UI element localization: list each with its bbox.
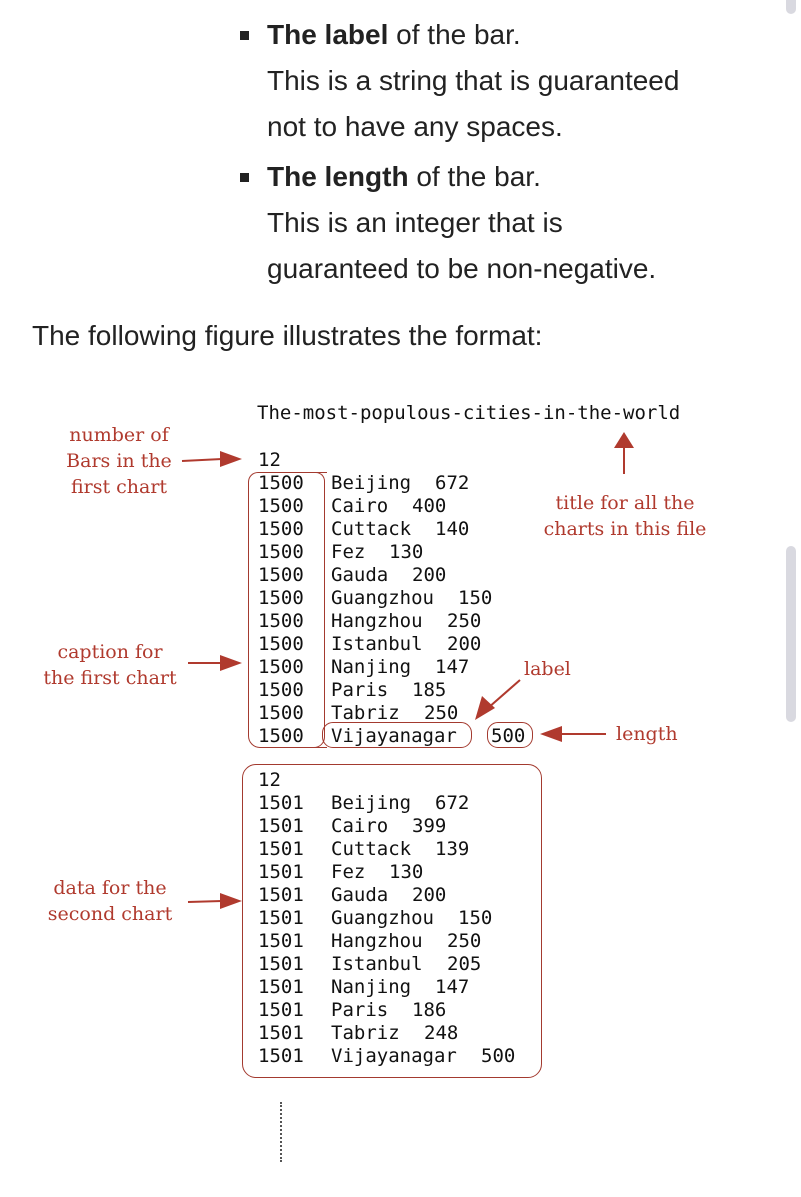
row-label: Beijing <box>331 472 412 494</box>
row-label: Nanjing <box>331 656 412 678</box>
file-title-line: The-most-populous-cities-in-the-world <box>257 402 681 424</box>
row-caption: 1500 <box>258 679 304 701</box>
row-length: 248 <box>424 1022 459 1044</box>
row-caption: 1501 <box>258 1022 304 1044</box>
figure-intro: The following figure illustrates the format: <box>32 320 543 351</box>
bullet-label <box>240 12 760 150</box>
row-caption: 1500 <box>258 587 304 609</box>
row-label: Istanbul <box>331 953 423 975</box>
row-length: 186 <box>412 999 447 1021</box>
row-label: Paris <box>331 679 389 701</box>
row-label: Vijayanagar <box>331 725 457 747</box>
row-length: 150 <box>458 907 493 929</box>
annotation-length: length <box>616 723 678 745</box>
row-label: Gauda <box>331 884 389 906</box>
annotation-label: label <box>524 658 571 680</box>
row-label: Cuttack <box>331 838 412 860</box>
row-label: Tabriz <box>331 1022 400 1044</box>
row-caption: 1500 <box>258 518 304 540</box>
arrow-right-icon <box>188 893 242 909</box>
bullet-length <box>240 154 760 292</box>
bullet-term: The length <box>267 161 409 192</box>
row-length: 205 <box>447 953 482 975</box>
annotation-data-second: data for the second chart <box>47 877 173 925</box>
row-length: 139 <box>435 838 470 860</box>
format-figure <box>0 390 801 1197</box>
row-length: 399 <box>412 815 447 837</box>
row-label: Tabriz <box>331 702 400 724</box>
bullet-list <box>240 12 760 292</box>
arrow-left-icon <box>540 726 606 742</box>
square-bullet-icon <box>240 31 249 40</box>
row-label: Guangzhou <box>331 907 434 929</box>
row-label: Cairo <box>331 815 389 837</box>
row-caption: 1501 <box>258 930 304 952</box>
arrow-up-icon <box>614 432 634 474</box>
bullet-term-rest: of the bar. <box>408 161 541 192</box>
bullet-desc-line: not to have any spaces. <box>267 111 563 142</box>
row-length: 140 <box>435 518 470 540</box>
row-caption: 1500 <box>258 656 304 678</box>
row-label: Gauda <box>331 564 389 586</box>
row-label: Istanbul <box>331 633 423 655</box>
row-label: Fez <box>331 541 366 563</box>
row-caption: 1500 <box>258 472 304 494</box>
bullet-desc-line: This is a string that is guaranteed <box>267 65 680 96</box>
row-caption: 1501 <box>258 838 304 860</box>
row-length: 150 <box>458 587 493 609</box>
row-length: 250 <box>424 702 459 724</box>
row-label: Beijing <box>331 792 412 814</box>
arrow-right-icon <box>188 655 242 671</box>
row-length: 250 <box>447 930 482 952</box>
row-length: 500 <box>481 1045 516 1067</box>
row-caption: 1501 <box>258 999 304 1021</box>
annotation-arrows <box>0 390 801 1197</box>
row-caption: 1500 <box>258 564 304 586</box>
row-length: 200 <box>412 884 447 906</box>
row-caption: 1501 <box>258 976 304 998</box>
row-label: Guangzhou <box>331 587 434 609</box>
bullet-term-rest: of the bar. <box>388 19 521 50</box>
row-length: 250 <box>447 610 482 632</box>
chart1-count: 12 <box>258 449 281 471</box>
row-caption: 1501 <box>258 907 304 929</box>
bullet-term: The label <box>267 19 389 50</box>
row-caption: 1501 <box>258 792 304 814</box>
annotation-caption: caption for the first chart <box>43 641 177 689</box>
row-length: 500 <box>491 725 526 747</box>
row-length: 130 <box>389 541 424 563</box>
row-caption: 1501 <box>258 861 304 883</box>
row-length: 147 <box>435 976 470 998</box>
row-length: 400 <box>412 495 447 517</box>
row-label: Vijayanagar <box>331 1045 457 1067</box>
row-caption: 1500 <box>258 633 304 655</box>
bullet-desc-line: This is an integer that is <box>267 207 563 238</box>
row-caption: 1500 <box>258 725 304 747</box>
row-caption: 1500 <box>258 610 304 632</box>
row-length: 672 <box>435 472 470 494</box>
arrow-right-icon <box>182 451 242 467</box>
row-caption: 1500 <box>258 702 304 724</box>
row-caption: 1501 <box>258 815 304 837</box>
annotation-number-of-bars: number of Bars in the first chart <box>66 424 172 498</box>
scrollbar-top <box>786 0 796 14</box>
row-length: 200 <box>447 633 482 655</box>
row-label: Fez <box>331 861 366 883</box>
row-caption: 1501 <box>258 953 304 975</box>
arrow-diagonal-icon <box>475 680 520 720</box>
bullet-desc-line: guaranteed to be non-negative. <box>267 253 657 284</box>
row-caption: 1500 <box>258 495 304 517</box>
row-label: Cairo <box>331 495 389 517</box>
row-label: Nanjing <box>331 976 412 998</box>
row-length: 672 <box>435 792 470 814</box>
row-label: Paris <box>331 999 389 1021</box>
square-bullet-icon <box>240 173 249 182</box>
row-caption: 1500 <box>258 541 304 563</box>
row-label: Hangzhou <box>331 610 423 632</box>
row-caption: 1501 <box>258 884 304 906</box>
row-length: 200 <box>412 564 447 586</box>
row-length: 147 <box>435 656 470 678</box>
row-length: 130 <box>389 861 424 883</box>
annotation-title: title for all the charts in this file <box>543 492 707 540</box>
row-caption: 1501 <box>258 1045 304 1067</box>
row-label: Hangzhou <box>331 930 423 952</box>
chart2-count: 12 <box>258 769 281 791</box>
row-label: Cuttack <box>331 518 412 540</box>
row-length: 185 <box>412 679 447 701</box>
